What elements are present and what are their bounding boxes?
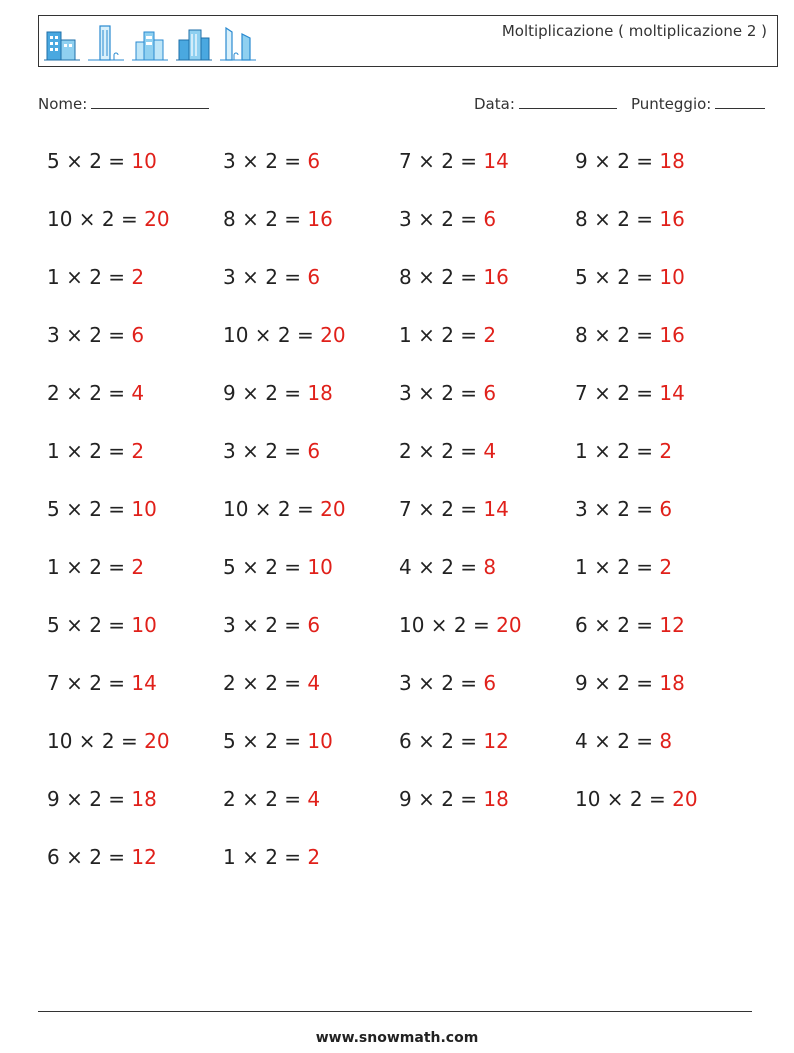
problem-cell [47, 841, 223, 899]
problem-cell [575, 783, 751, 841]
problem-answer: 10 [131, 149, 157, 173]
problem-cell [399, 667, 575, 725]
problem-question: 4 × 2 = [399, 555, 484, 579]
problem-row [47, 609, 757, 667]
problem-answer: 4 [307, 787, 321, 811]
problem-grid [47, 145, 757, 899]
problem-answer: 8 [483, 555, 497, 579]
problem-answer: 4 [131, 381, 145, 405]
problem-row [47, 319, 757, 377]
footer-divider [38, 1011, 752, 1012]
name-blank[interactable] [91, 94, 209, 109]
problem-question: 6 × 2 = [47, 845, 132, 869]
problem-cell [47, 203, 223, 261]
problem-answer: 6 [483, 671, 497, 695]
problem-question: 3 × 2 = [399, 207, 484, 231]
problem-question: 3 × 2 = [575, 497, 660, 521]
problem-answer: 2 [131, 439, 145, 463]
problem-row [47, 783, 757, 841]
problem-answer: 2 [659, 555, 673, 579]
problem-question: 7 × 2 = [399, 497, 484, 521]
problem-question: 5 × 2 = [47, 613, 132, 637]
problem-cell [47, 667, 223, 725]
problem-cell [399, 609, 575, 667]
problem-cell [399, 435, 575, 493]
problem-question: 9 × 2 = [223, 381, 308, 405]
problem-cell [223, 493, 399, 551]
problem-answer: 14 [131, 671, 157, 695]
problem-cell [575, 261, 751, 319]
skyscraper-icon [220, 22, 256, 62]
date-blank[interactable] [519, 94, 617, 109]
problem-question: 10 × 2 = [399, 613, 497, 637]
problem-answer: 16 [483, 265, 509, 289]
problem-answer: 20 [320, 323, 346, 347]
problem-row [47, 435, 757, 493]
problem-answer: 16 [659, 207, 685, 231]
problem-cell [47, 319, 223, 377]
problem-cell [223, 319, 399, 377]
problem-question: 2 × 2 = [223, 787, 308, 811]
problem-question: 7 × 2 = [399, 149, 484, 173]
problem-question: 5 × 2 = [223, 729, 308, 753]
header-icons [44, 22, 256, 62]
city-icon [132, 22, 168, 62]
problem-cell [223, 377, 399, 435]
problem-question: 5 × 2 = [575, 265, 660, 289]
problem-question: 1 × 2 = [399, 323, 484, 347]
problem-question: 1 × 2 = [223, 845, 308, 869]
problem-answer: 6 [307, 265, 321, 289]
problem-question: 6 × 2 = [575, 613, 660, 637]
problem-answer: 6 [131, 323, 145, 347]
problem-question: 7 × 2 = [575, 381, 660, 405]
problem-cell [223, 203, 399, 261]
problem-answer: 2 [307, 845, 321, 869]
problem-cell [399, 203, 575, 261]
worksheet-title: Moltiplicazione ( moltiplicazione 2 ) [501, 22, 767, 40]
problem-answer: 4 [483, 439, 497, 463]
problem-answer: 10 [307, 555, 333, 579]
footer-url: www.snowmath.com [315, 1030, 479, 1046]
problem-question: 8 × 2 = [223, 207, 308, 231]
problem-cell [47, 145, 223, 203]
worksheet-header [38, 15, 778, 67]
problem-answer: 6 [307, 439, 321, 463]
problem-row [47, 841, 757, 899]
date-label: Data: [474, 95, 515, 113]
problem-cell [575, 667, 751, 725]
problem-answer: 20 [320, 497, 346, 521]
problem-answer: 6 [659, 497, 673, 521]
problem-cell [399, 783, 575, 841]
problem-row [47, 261, 757, 319]
problem-cell [47, 261, 223, 319]
problem-answer: 14 [483, 497, 509, 521]
score-field[interactable] [631, 94, 765, 113]
problem-row [47, 725, 757, 783]
problem-cell [47, 725, 223, 783]
problem-answer: 20 [672, 787, 698, 811]
problem-question: 3 × 2 = [223, 265, 308, 289]
problem-question: 1 × 2 = [47, 555, 132, 579]
problem-cell [223, 145, 399, 203]
problem-row [47, 551, 757, 609]
problem-answer: 18 [483, 787, 509, 811]
problem-answer: 16 [307, 207, 333, 231]
problem-cell [223, 435, 399, 493]
problem-answer: 20 [144, 207, 170, 231]
problem-cell [399, 551, 575, 609]
problem-question: 2 × 2 = [223, 671, 308, 695]
problem-cell [575, 725, 751, 783]
problem-question: 10 × 2 = [223, 497, 321, 521]
problem-question: 10 × 2 = [47, 207, 145, 231]
problem-cell [575, 551, 751, 609]
problem-question: 2 × 2 = [47, 381, 132, 405]
problem-question: 8 × 2 = [575, 207, 660, 231]
problem-answer: 12 [483, 729, 509, 753]
problem-question: 10 × 2 = [575, 787, 673, 811]
problem-answer: 20 [496, 613, 522, 637]
problem-question: 9 × 2 = [575, 671, 660, 695]
problem-answer: 2 [131, 265, 145, 289]
name-label: Nome: [38, 95, 88, 113]
problem-question: 8 × 2 = [399, 265, 484, 289]
problem-cell [575, 493, 751, 551]
problem-cell [575, 203, 751, 261]
problem-cell [223, 841, 399, 899]
problem-answer: 12 [131, 845, 157, 869]
building-icon [44, 22, 80, 62]
problem-cell [47, 783, 223, 841]
problem-answer: 6 [483, 381, 497, 405]
score-label: Punteggio: [631, 95, 712, 113]
name-field[interactable] [38, 94, 209, 113]
problem-question: 3 × 2 = [47, 323, 132, 347]
problem-row [47, 493, 757, 551]
problem-question: 9 × 2 = [575, 149, 660, 173]
problem-answer: 6 [483, 207, 497, 231]
problem-answer: 18 [659, 671, 685, 695]
problem-question: 3 × 2 = [223, 149, 308, 173]
problem-cell [575, 609, 751, 667]
problem-answer: 10 [307, 729, 333, 753]
problem-row [47, 203, 757, 261]
problem-cell [47, 435, 223, 493]
problem-question: 9 × 2 = [399, 787, 484, 811]
problem-row [47, 377, 757, 435]
problem-cell [575, 377, 751, 435]
problem-cell [399, 377, 575, 435]
problem-answer: 10 [131, 497, 157, 521]
problem-cell [223, 667, 399, 725]
problem-cell [399, 725, 575, 783]
problem-row [47, 145, 757, 203]
problem-cell [223, 783, 399, 841]
problem-answer: 8 [659, 729, 673, 753]
problem-answer: 20 [144, 729, 170, 753]
problem-question: 10 × 2 = [47, 729, 145, 753]
problem-question: 5 × 2 = [47, 149, 132, 173]
problem-question: 4 × 2 = [575, 729, 660, 753]
problem-question: 3 × 2 = [223, 439, 308, 463]
problem-cell [47, 609, 223, 667]
problem-answer: 2 [131, 555, 145, 579]
date-field[interactable] [474, 94, 617, 113]
problem-question: 5 × 2 = [223, 555, 308, 579]
problem-question: 3 × 2 = [223, 613, 308, 637]
problem-question: 1 × 2 = [47, 439, 132, 463]
problem-answer: 4 [307, 671, 321, 695]
problem-answer: 2 [659, 439, 673, 463]
problem-answer: 18 [131, 787, 157, 811]
problem-question: 2 × 2 = [399, 439, 484, 463]
problem-question: 1 × 2 = [47, 265, 132, 289]
office-icon [176, 22, 212, 62]
problem-cell [47, 377, 223, 435]
problem-cell [223, 261, 399, 319]
problem-answer: 14 [483, 149, 509, 173]
problem-cell [399, 261, 575, 319]
problem-answer: 10 [659, 265, 685, 289]
problem-cell [47, 493, 223, 551]
problem-question: 7 × 2 = [47, 671, 132, 695]
problem-question: 3 × 2 = [399, 381, 484, 405]
problem-answer: 18 [307, 381, 333, 405]
tower-icon [88, 22, 124, 62]
problem-question: 5 × 2 = [47, 497, 132, 521]
problem-cell [399, 493, 575, 551]
problem-cell [223, 609, 399, 667]
problem-question: 1 × 2 = [575, 555, 660, 579]
problem-question: 3 × 2 = [399, 671, 484, 695]
problem-question: 9 × 2 = [47, 787, 132, 811]
problem-cell [47, 551, 223, 609]
problem-question: 1 × 2 = [575, 439, 660, 463]
problem-answer: 18 [659, 149, 685, 173]
problem-answer: 6 [307, 149, 321, 173]
problem-cell [399, 145, 575, 203]
problem-answer: 12 [659, 613, 685, 637]
problem-cell [575, 145, 751, 203]
problem-answer: 2 [483, 323, 497, 347]
problem-question: 10 × 2 = [223, 323, 321, 347]
problem-cell [399, 319, 575, 377]
problem-row [47, 667, 757, 725]
problem-answer: 10 [131, 613, 157, 637]
problem-cell [223, 725, 399, 783]
problem-answer: 16 [659, 323, 685, 347]
problem-answer: 6 [307, 613, 321, 637]
problem-cell [223, 551, 399, 609]
problem-cell [575, 319, 751, 377]
problem-cell [575, 435, 751, 493]
problem-question: 8 × 2 = [575, 323, 660, 347]
score-blank[interactable] [715, 94, 765, 109]
problem-question: 6 × 2 = [399, 729, 484, 753]
problem-answer: 14 [659, 381, 685, 405]
